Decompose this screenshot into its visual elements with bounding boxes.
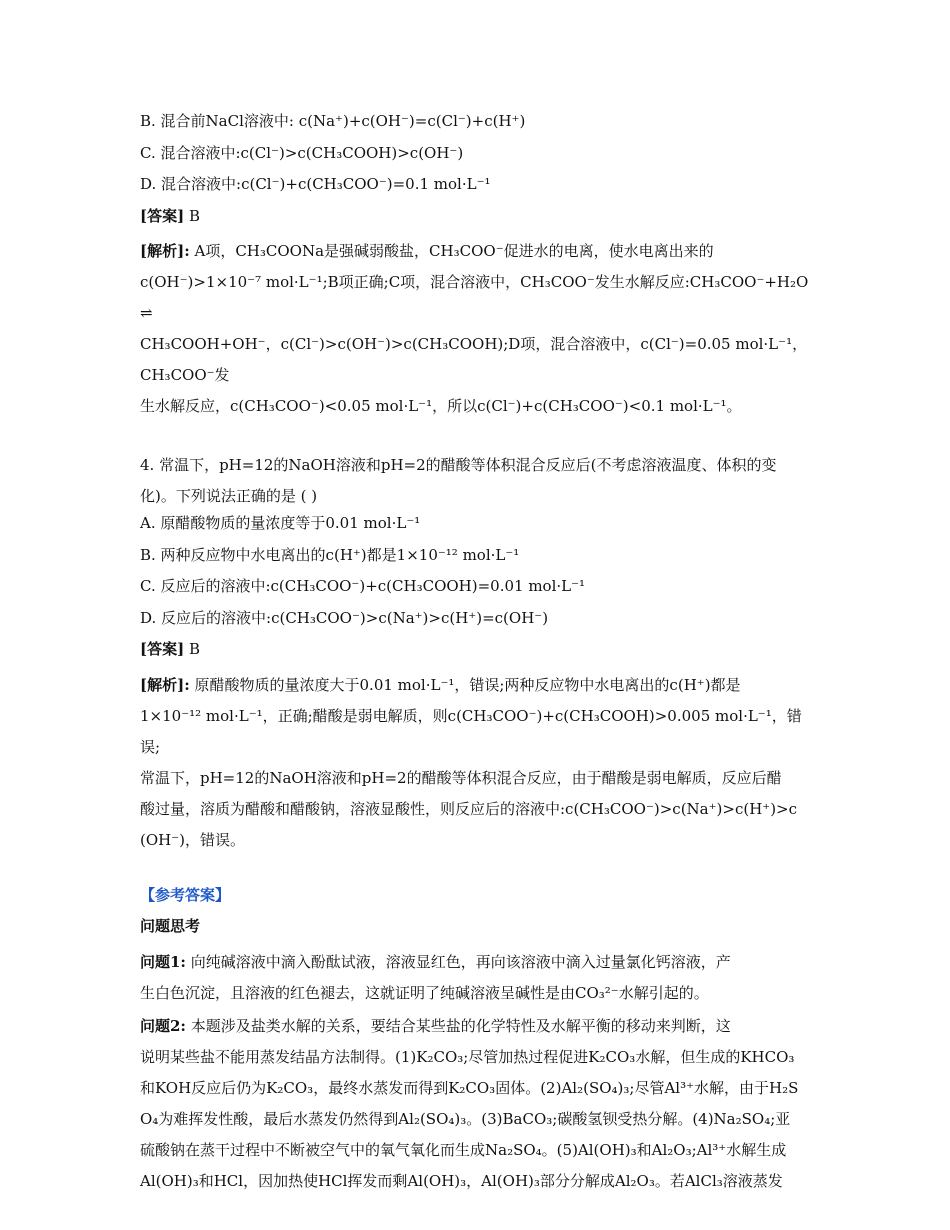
q4-analysis-line-2: 1×10⁻¹² mol·L⁻¹，正确;醋酸是弱电解质，则c(CH₃COO⁻)+c(CH₃COOH)>0.005 mol·L⁻¹，错误;: [140, 706, 802, 756]
q3-analysis-line-3: CH₃COOH+OH⁻，c(Cl⁻)>c(OH⁻)>c(CH₃COOH);D项，混合溶液中，c(Cl⁻)=0.05 mol·L⁻¹，CH₃COO⁻发: [140, 335, 808, 384]
document-page: [140, 110, 810, 1199]
reference-heading: 【参考答案】: [140, 885, 231, 904]
q4-analysis-line-5: (OH⁻)，错误。: [140, 830, 246, 849]
q3-analysis-line-2: c(OH⁻)>1×10⁻⁷ mol·L⁻¹;B项正确;C项，混合溶液中，CH₃COO⁻发生水解反应:CH₃COO⁻+H₂O⇌: [140, 273, 809, 322]
q4-stem: [140, 450, 810, 512]
q3-analysis-label: [解析]:: [140, 242, 190, 260]
q4-analysis-line-3: 常温下，pH=12的NaOH溶液和pH=2的醋酸等体积混合反应，由于醋酸是弱电解质，反应后醋: [140, 768, 782, 787]
q4-option-b: B. 两种反应物中水电离出的c(H⁺)都是1×10⁻¹² mol·L⁻¹: [140, 545, 520, 564]
q4-stem-line-2: 化)。下列说法正确的是 ( ): [140, 487, 318, 505]
reference-q1-line-1: 向纯碱溶液中滴入酚酞试液，溶液显红色，再向该溶液中滴入过量氯化钙溶液，产: [185, 952, 731, 971]
q4-analysis: [140, 670, 810, 856]
q3-option-b: B. 混合前NaCl溶液中: c(Na⁺)+c(OH⁻)=c(Cl⁻)+c(H⁺): [140, 112, 526, 130]
q3-answer-value: B: [184, 206, 200, 225]
q4-stem-line-1: 4. 常温下，pH=12的NaOH溶液和pH=2的醋酸等体积混合反应后(不考虑溶液温度、体积的变: [140, 456, 777, 474]
q3-analysis-line-4: 生水解反应，c(CH₃COO⁻)<0.05 mol·L⁻¹，所以c(Cl⁻)+c(CH₃COO⁻)<0.1 mol·L⁻¹。: [140, 397, 742, 415]
q4-option-a: A. 原醋酸物质的量浓度等于0.01 mol·L⁻¹: [140, 514, 421, 532]
q4-option-c: C. 反应后的溶液中:c(CH₃COO⁻)+c(CH₃COOH)=0.01 mol·L⁻¹: [140, 577, 586, 595]
reference-subheading: 问题思考: [140, 917, 201, 935]
reference-q2-line-6: Al(OH)₃和HCl，因加热使HCl挥发而剩Al(OH)₃，Al(OH)₃部分分解成Al₂O₃。若AlCl₃溶液蒸发: [140, 1171, 783, 1190]
reference-q2-label: 问题2:: [140, 1016, 186, 1035]
q3-answer-label: [答案]: [140, 206, 185, 225]
q3-option-c: C. 混合溶液中:c(Cl⁻)>c(CH₃COOH)>c(OH⁻): [140, 143, 464, 162]
q4-analysis-line-1: 原醋酸物质的量浓度大于0.01 mol·L⁻¹，错误;两种反应物中水电离出的c(H⁺)都是: [189, 675, 741, 694]
reference-q2-line-3: 和KOH反应后仍为K₂CO₃，最终水蒸发而得到K₂CO₃固体。(2)Al₂(SO₄)₃;尽管Al³⁺水解，由于H₂S: [140, 1078, 799, 1097]
reference-q2: [140, 1011, 810, 1197]
q4-option-d: D. 反应后的溶液中:c(CH₃COO⁻)>c(Na⁺)>c(H⁺)=c(OH⁻): [140, 608, 549, 627]
reference-q2-line-4: O₄为难挥发性酸，最后水蒸发仍然得到Al₂(SO₄)₃。(3)BaCO₃;碳酸氢钡受热分解。(4)Na₂SO₄;亚: [140, 1109, 791, 1128]
q4-answer: [140, 638, 810, 660]
q3-answer: [140, 205, 810, 227]
reference-q1-line-2: 生白色沉淀，且溶液的红色褪去，这就证明了纯碱溶液呈碱性是由CO₃²⁻水解引起的。: [140, 983, 709, 1002]
q3-analysis-line-1: A项，CH₃COONa是强碱弱酸盐，CH₃COO⁻促进水的电离，使水电离出来的: [189, 242, 714, 260]
q4-answer-label: [答案]: [140, 640, 185, 658]
spacer: [140, 858, 810, 884]
q3-analysis: [140, 236, 810, 422]
q4-analysis-line-4: 酸过量，溶质为醋酸和醋酸钠，溶液显酸性，则反应后的溶液中:c(CH₃COO⁻)>c(Na⁺)>c(H⁺)>c: [140, 799, 798, 818]
reference-q1: [140, 947, 810, 1009]
reference-q2-line-5: 硫酸钠在蒸干过程中不断被空气中的氧气氧化而生成Na₂SO₄。(5)Al(OH)₃和Al₂O₃;Al³⁺水解生成: [140, 1140, 787, 1159]
reference-q2-line-2: 说明某些盐不能用蒸发结晶方法制得。(1)K₂CO₃;尽管加热过程促进K₂CO₃水解，但生成的KHCO₃: [140, 1047, 795, 1066]
reference-q2-line-1: 本题涉及盐类水解的关系，要结合某些盐的化学特性及水解平衡的移动来判断，这: [185, 1016, 731, 1035]
spacer: [140, 424, 810, 450]
reference-q1-label: 问题1:: [140, 952, 186, 971]
q4-answer-value: B: [184, 640, 200, 658]
q4-analysis-label: [解析]:: [140, 675, 190, 694]
q3-option-d: D. 混合溶液中:c(Cl⁻)+c(CH₃COO⁻)=0.1 mol·L⁻¹: [140, 175, 491, 193]
